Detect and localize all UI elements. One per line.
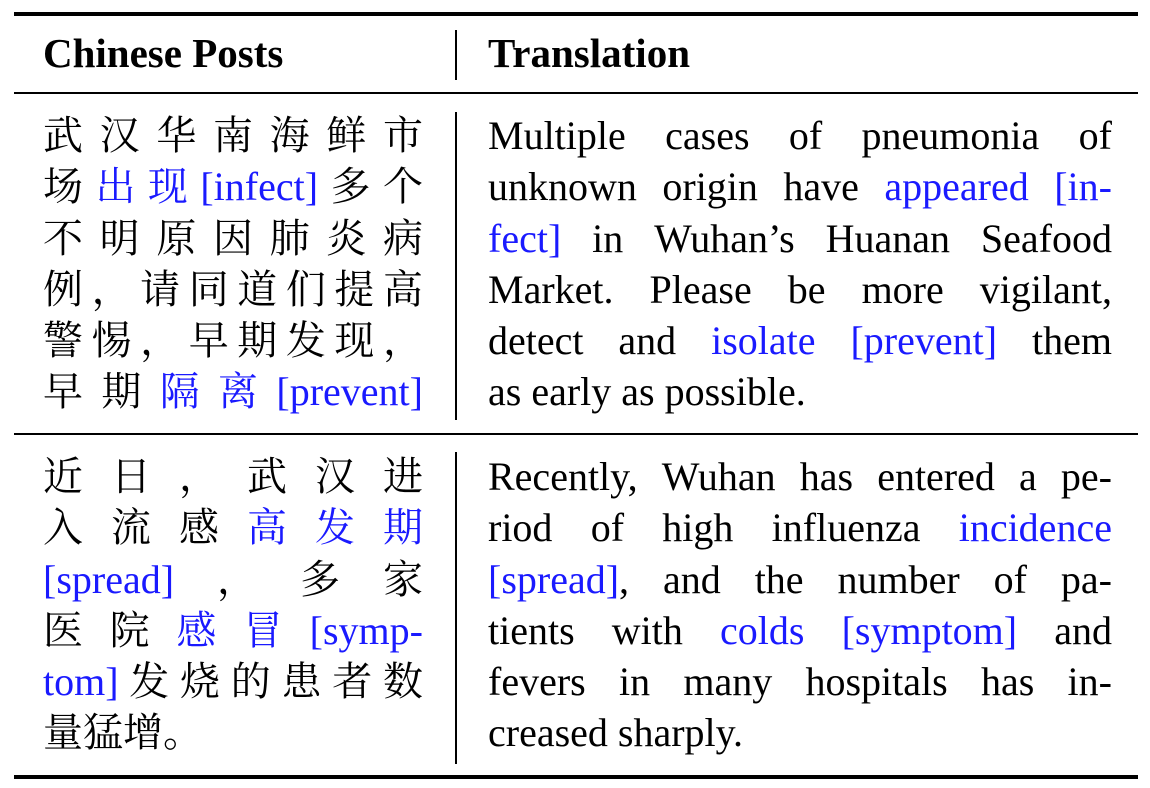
text-word [772, 502, 921, 553]
text-segment: 例 [43, 266, 83, 312]
text-word [110, 605, 150, 656]
text-word [270, 110, 310, 161]
text-word [663, 554, 721, 605]
text-word [92, 264, 132, 315]
row-2-chinese-post [43, 451, 423, 759]
text-word [1061, 451, 1112, 502]
text-segment: 近 [43, 454, 83, 499]
text-segment: fevers [488, 659, 586, 705]
text-word [383, 213, 423, 264]
text-segment: 汉 [315, 454, 355, 499]
text-word [200, 161, 318, 212]
highlighted-keyword: [symp- [309, 607, 423, 653]
text-word [332, 656, 372, 707]
highlighted-keyword: 现 [147, 164, 188, 210]
text-word [95, 161, 135, 212]
column-separator [455, 452, 457, 764]
text-line [488, 502, 1112, 553]
text-word [650, 264, 752, 315]
text-segment: has [980, 659, 1035, 705]
text-word [43, 161, 83, 212]
text-word [160, 366, 200, 417]
highlighted-keyword: tom] [43, 659, 119, 705]
text-word [326, 213, 366, 264]
text-segment: Please [649, 266, 752, 312]
highlighted-keyword: [in- [1054, 164, 1112, 210]
text-line [43, 554, 423, 605]
column-separator [455, 30, 457, 80]
text-segment: 炎 [326, 215, 367, 261]
text-segment: the [754, 556, 804, 602]
text-word [231, 656, 271, 707]
text-word [618, 315, 676, 366]
text-line [43, 161, 423, 212]
text-word [189, 315, 229, 366]
text-word [800, 451, 853, 502]
text-word [43, 264, 83, 315]
row-1-chinese-post [43, 110, 423, 418]
text-word [1054, 605, 1112, 656]
text-segment: 原 [156, 215, 197, 261]
text-word [43, 315, 83, 366]
text-segment: 们 [285, 266, 326, 312]
text-word [862, 264, 944, 315]
text-word [383, 451, 423, 502]
text-word [383, 161, 423, 212]
text-segment: 数 [382, 659, 423, 705]
text-word [247, 451, 287, 502]
text-word [1079, 110, 1112, 161]
text-word [101, 366, 141, 417]
text-word [43, 656, 119, 707]
text-segment: in [592, 215, 624, 261]
text-segment: riod [488, 505, 553, 551]
text-segment: 患 [281, 659, 322, 705]
text-word [884, 161, 1028, 212]
text-word [43, 366, 83, 417]
post-translation-table [14, 0, 1138, 788]
text-word [383, 315, 423, 366]
text-segment: Market. [488, 266, 614, 312]
text-line [43, 502, 423, 553]
highlighted-keyword: 发 [315, 505, 355, 551]
highlighted-keyword: [symptom] [841, 607, 1018, 653]
text-word [43, 605, 83, 656]
text-segment: 入 [43, 505, 83, 551]
text-word [383, 264, 423, 315]
text-segment: and [662, 556, 721, 602]
text-word [981, 213, 1112, 264]
text-segment: pe- [1060, 454, 1112, 499]
text-word [43, 110, 83, 161]
text-segment: 期 [101, 369, 142, 415]
text-segment: 期 [237, 318, 278, 364]
text-word [331, 161, 371, 212]
text-word [850, 315, 997, 366]
text-word [1068, 656, 1112, 707]
text-segment: ， [382, 318, 423, 364]
text-word [326, 110, 366, 161]
text-word [148, 161, 188, 212]
text-segment: cases [665, 113, 750, 158]
text-segment: 早 [43, 369, 83, 415]
text-segment: 因 [212, 215, 253, 261]
text-line [488, 110, 1112, 161]
text-word [270, 213, 310, 264]
text-word [213, 213, 253, 264]
text-segment: be [787, 266, 826, 312]
text-word [654, 213, 795, 264]
highlighted-keyword: 离 [218, 369, 259, 415]
text-segment: unknown [488, 164, 637, 210]
text-word [838, 554, 960, 605]
text-segment: of [993, 556, 1027, 602]
text-word [862, 110, 1040, 161]
text-segment: ， [179, 454, 219, 499]
text-word [237, 264, 277, 315]
text-word [877, 451, 995, 502]
text-segment: entered [877, 454, 995, 499]
text-word [789, 110, 822, 161]
text-word [310, 605, 423, 656]
text-word [619, 656, 650, 707]
row-rule [14, 433, 1138, 435]
text-segment: 日 [111, 454, 151, 499]
text-word [217, 554, 257, 605]
text-segment: 市 [382, 113, 423, 158]
text-segment: with [611, 607, 683, 653]
text-word [1019, 451, 1037, 502]
text-segment: 早 [188, 318, 229, 364]
text-word [788, 264, 826, 315]
text-segment: 高 [382, 266, 423, 312]
text-line [488, 366, 1112, 417]
text-word [683, 656, 772, 707]
text-word [43, 502, 83, 553]
text-segment: many [683, 659, 773, 705]
text-segment: 的 [230, 659, 271, 705]
text-line [43, 366, 423, 417]
text-segment: of [788, 113, 823, 158]
text-word [1032, 315, 1112, 366]
text-line [43, 264, 423, 315]
text-word [247, 502, 287, 553]
text-segment: Multiple [488, 113, 626, 158]
text-segment: high [662, 505, 734, 551]
text-segment: in- [1067, 659, 1112, 705]
text-segment: pneumonia [861, 113, 1040, 158]
text-word [334, 315, 374, 366]
text-segment: a [1019, 454, 1037, 499]
text-segment: Recently, [488, 454, 638, 499]
text-word [591, 502, 624, 553]
text-segment: 道 [237, 266, 278, 312]
text-word [281, 656, 321, 707]
text-line [43, 110, 423, 161]
text-segment: has [799, 454, 854, 499]
text-segment: creased sharply. [488, 710, 744, 756]
text-word [488, 110, 626, 161]
text-word [43, 554, 174, 605]
highlighted-keyword: 高 [247, 505, 287, 551]
text-segment: more [861, 266, 944, 312]
text-word [783, 161, 859, 212]
text-segment: 鲜 [326, 113, 367, 158]
text-line [488, 161, 1112, 212]
text-segment: Seafood [980, 215, 1112, 261]
text-line [488, 213, 1112, 264]
text-line [488, 656, 1112, 707]
text-word [662, 161, 758, 212]
text-segment: vigilant, [979, 266, 1112, 312]
text-word [286, 264, 326, 315]
text-word [315, 451, 355, 502]
text-word [488, 502, 552, 553]
text-line [488, 264, 1112, 315]
text-word [176, 605, 216, 656]
text-segment: 肺 [269, 215, 310, 261]
text-word [488, 656, 586, 707]
text-word [383, 502, 423, 553]
text-word [720, 605, 804, 656]
text-segment: detect [488, 318, 584, 364]
text-segment: influenza [771, 505, 921, 551]
text-line [43, 656, 423, 707]
header-rule [14, 92, 1138, 94]
highlighted-keyword: [infect] [200, 164, 319, 210]
text-segment: 病 [382, 215, 423, 261]
text-line [43, 213, 423, 264]
text-segment: them [1031, 318, 1112, 364]
highlighted-keyword: [prevent] [850, 318, 998, 364]
text-segment: 量猛增。 [43, 710, 203, 756]
text-segment: 烧 [180, 659, 221, 705]
text-segment: 同 [188, 266, 229, 312]
text-segment: 华 [156, 113, 197, 158]
text-word [213, 110, 253, 161]
text-line [43, 707, 423, 758]
text-word [488, 451, 638, 502]
text-segment: 多 [330, 164, 371, 210]
text-segment: 汉 [99, 113, 140, 158]
text-word [300, 554, 340, 605]
text-segment: 不 [43, 215, 83, 261]
text-segment: origin [662, 164, 758, 210]
highlighted-keyword: colds [720, 607, 805, 653]
highlighted-keyword: 冒 [242, 607, 283, 653]
text-segment: 提 [334, 266, 375, 312]
text-segment: 者 [332, 659, 373, 705]
text-word [43, 451, 83, 502]
text-segment: of [590, 505, 625, 551]
text-word [100, 213, 140, 264]
text-segment: ， [140, 318, 181, 364]
highlighted-keyword: 隔 [159, 369, 200, 415]
text-word [111, 502, 151, 553]
highlighted-keyword: [prevent] [276, 369, 423, 415]
text-word [1061, 554, 1112, 605]
text-line [488, 707, 1112, 758]
text-word [140, 315, 180, 366]
highlighted-keyword: 出 [95, 164, 136, 210]
text-word [180, 656, 220, 707]
text-segment: and [1054, 607, 1112, 653]
text-segment: 家 [383, 556, 423, 602]
text-word [129, 656, 169, 707]
text-word [488, 554, 629, 605]
text-word [662, 451, 776, 502]
text-word [243, 605, 283, 656]
text-word [218, 366, 258, 417]
text-word [237, 315, 277, 366]
text-segment: Wuhan’s [654, 215, 795, 261]
text-word [612, 605, 683, 656]
text-segment: pa- [1060, 556, 1112, 602]
text-segment: Huanan [825, 215, 951, 261]
text-word [592, 213, 623, 264]
highlighted-keyword: incidence [958, 505, 1112, 551]
text-line [43, 451, 423, 502]
text-segment: ， [217, 556, 258, 602]
text-line [488, 605, 1112, 656]
text-segment: 感 [179, 505, 219, 551]
text-word [156, 213, 196, 264]
text-segment: number [837, 556, 960, 602]
highlighted-keyword: appeared [884, 164, 1029, 210]
highlighted-keyword: 感 [176, 607, 217, 653]
row-1-translation [488, 110, 1112, 418]
text-word [43, 213, 83, 264]
text-word [488, 264, 614, 315]
highlighted-keyword: 期 [383, 505, 423, 551]
text-word [111, 451, 151, 502]
text-word [383, 656, 423, 707]
highlighted-keyword: isolate [711, 318, 816, 364]
text-segment: 发 [285, 318, 326, 364]
text-word [805, 656, 947, 707]
table-top-rule [14, 12, 1138, 16]
text-segment: and [618, 318, 677, 364]
text-word [981, 656, 1034, 707]
text-segment: hospitals [805, 659, 948, 705]
text-word [140, 264, 180, 315]
text-segment: 发 [129, 659, 170, 705]
header-translation: Translation [488, 30, 690, 76]
text-segment: 个 [382, 164, 423, 210]
text-segment: in [618, 659, 651, 705]
text-segment: have [783, 164, 859, 210]
text-word [980, 264, 1112, 315]
text-segment: Wuhan [661, 454, 776, 499]
text-line [488, 315, 1112, 366]
text-word [92, 315, 132, 366]
text-segment: tients [488, 607, 575, 653]
text-word [286, 315, 326, 366]
text-segment: 流 [111, 505, 151, 551]
text-word [189, 264, 229, 315]
text-segment: 南 [212, 113, 253, 158]
text-segment: ， [91, 266, 132, 312]
text-word [179, 451, 219, 502]
text-word [994, 554, 1027, 605]
text-segment: 医 [43, 607, 83, 653]
header-chinese-posts: Chinese Posts [43, 30, 284, 76]
highlighted-keyword: [spread] [43, 556, 175, 602]
text-segment: as early as possible. [488, 369, 806, 415]
column-separator [455, 112, 457, 420]
text-word [179, 502, 219, 553]
text-segment: 请 [140, 266, 181, 312]
text-word [100, 110, 140, 161]
text-segment: 现 [334, 318, 375, 364]
text-word [826, 213, 950, 264]
text-segment: of [1078, 113, 1112, 158]
text-line [488, 554, 1112, 605]
text-word [276, 366, 423, 417]
text-segment: 场 [43, 164, 83, 210]
text-line [488, 451, 1112, 502]
text-word [665, 110, 749, 161]
table-bottom-rule [14, 775, 1138, 779]
text-line [43, 605, 423, 656]
text-segment: 惕 [91, 318, 132, 364]
text-word [488, 161, 637, 212]
text-segment: 海 [269, 113, 310, 158]
text-segment: , [619, 556, 630, 602]
text-word [755, 554, 804, 605]
text-word [662, 502, 733, 553]
text-segment: 明 [99, 215, 140, 261]
text-segment: 武 [43, 113, 83, 158]
text-segment: 院 [109, 607, 150, 653]
text-segment: 警 [43, 318, 83, 364]
text-word [156, 110, 196, 161]
text-word [711, 315, 815, 366]
text-segment: 多 [300, 556, 341, 602]
highlighted-keyword: fect] [488, 215, 562, 261]
text-word [488, 605, 575, 656]
text-segment: 武 [247, 454, 287, 499]
text-word [1054, 161, 1112, 212]
text-word [842, 605, 1018, 656]
text-word [959, 502, 1112, 553]
text-segment: 进 [383, 454, 423, 499]
text-word [488, 213, 561, 264]
text-word [315, 502, 355, 553]
text-word [383, 110, 423, 161]
row-2-translation [488, 451, 1112, 759]
text-word [334, 264, 374, 315]
highlighted-keyword: [spread] [488, 556, 620, 602]
text-line [43, 315, 423, 366]
text-word [383, 554, 423, 605]
text-word [488, 315, 584, 366]
